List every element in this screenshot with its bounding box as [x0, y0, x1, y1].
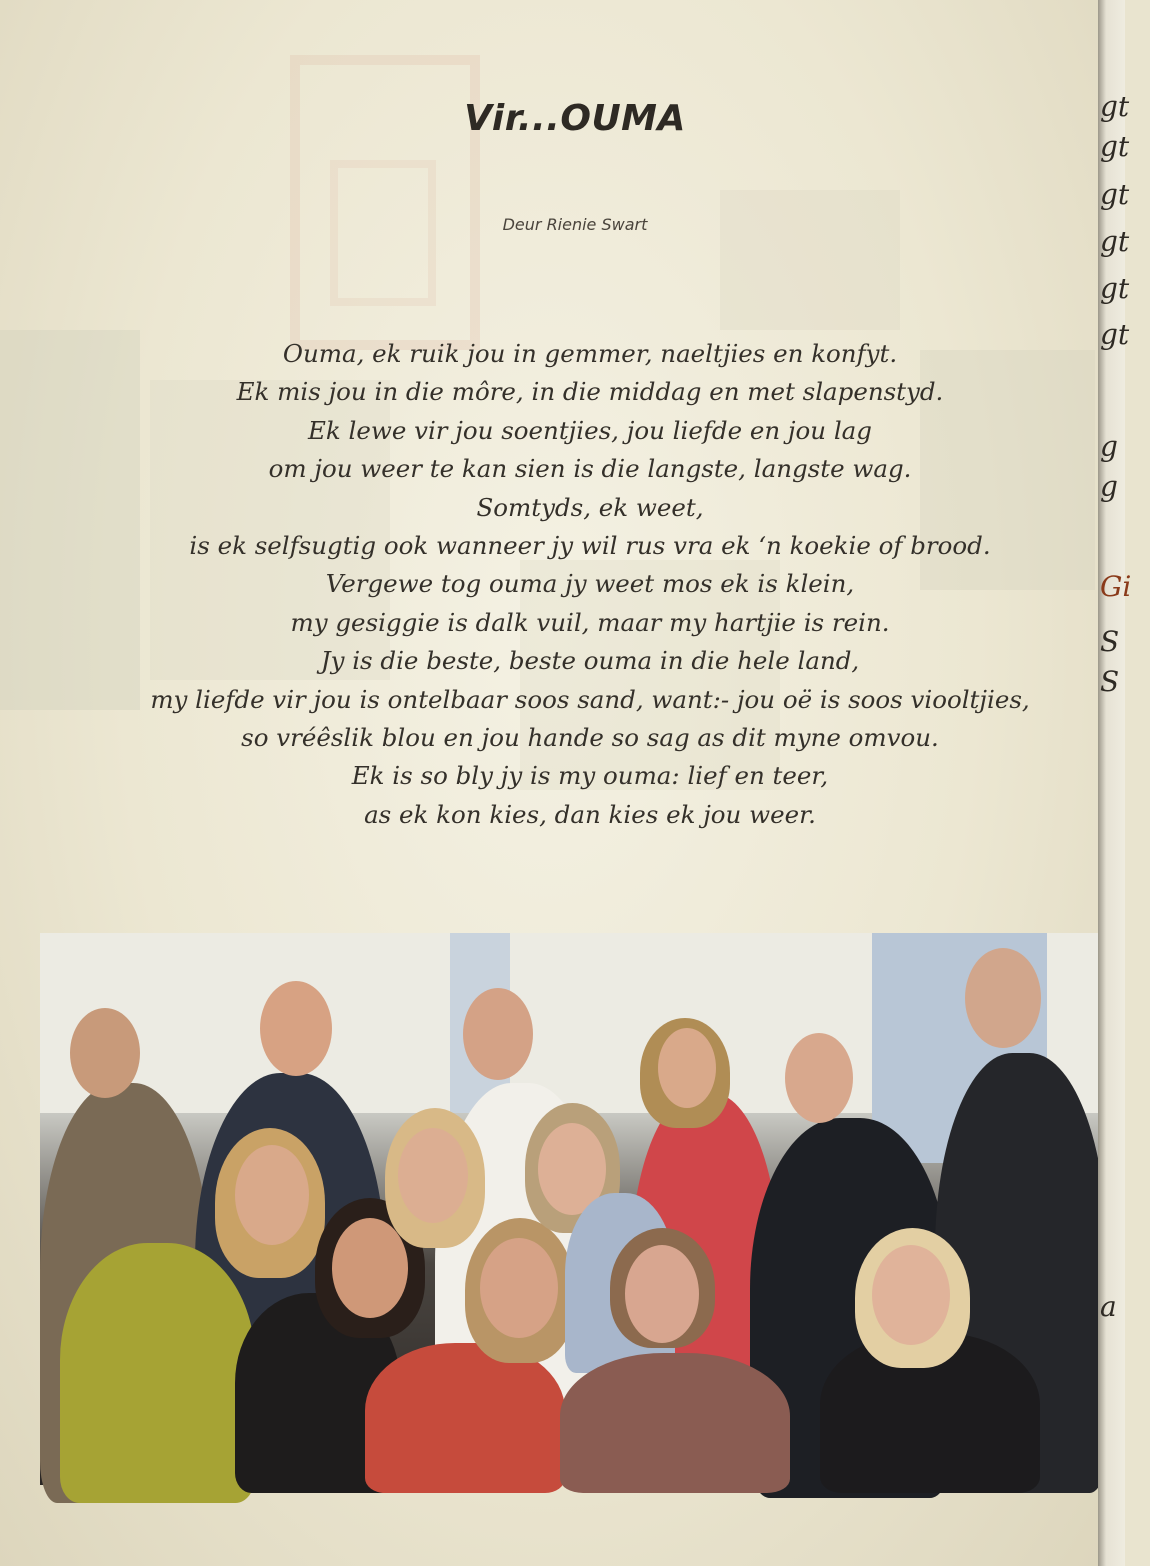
poem-line: so vréêslik blou en jou hande so sag as dit myne omvou. — [241, 723, 939, 753]
edge-glyph: gt — [1100, 130, 1130, 163]
poem-line: Ek mis jou in die môre, in die middag en met slapenstyd. — [236, 377, 944, 407]
edge-glyph: gt — [1100, 178, 1130, 211]
person-face — [480, 1238, 558, 1338]
poem-line: my gesiggie is dalk vuil, maar my hartjie is rein. — [290, 607, 890, 637]
poem-body — [30, 335, 1150, 834]
poem-line: Vergewe tog ouma jy weet mos ek is klein, — [325, 569, 855, 599]
person-face — [70, 1008, 140, 1098]
person-face — [260, 981, 332, 1076]
poem-line: Jy is die beste, beste ouma in die hele land, — [320, 646, 860, 676]
edge-glyph: S — [1100, 625, 1120, 658]
poem-line: is ek selfsugtig ook wanneer jy wil rus vra ek ‘n koekie of brood. — [189, 531, 991, 561]
poem-title: Vir...OUMA — [464, 98, 686, 139]
edge-glyph: g — [1100, 430, 1118, 463]
poem-line: Ek lewe vir jou soentjies, jou liefde en jou lag — [308, 415, 872, 445]
person-face — [332, 1218, 408, 1318]
person — [560, 1353, 790, 1493]
edge-glyph: gt — [1100, 318, 1130, 351]
person-face — [235, 1145, 309, 1245]
person-face — [463, 988, 533, 1080]
edge-glyph: gt — [1100, 272, 1130, 305]
poem-line: om jou weer te kan sien is die langste, langste wag. — [268, 454, 912, 484]
edge-glyph: gt — [1100, 225, 1130, 258]
person-face — [658, 1028, 716, 1108]
edge-glyph: a — [1100, 1290, 1117, 1323]
poem-line: Somtyds, ek weet, — [476, 492, 704, 522]
poem-line: as ek kon kies, dan kies ek jou weer. — [364, 799, 816, 829]
family-group-photo — [40, 933, 1107, 1485]
poem-line: my liefde vir jou is ontelbaar soos sand, want:- jou oë is soos viooltjies, — [150, 684, 1030, 714]
edge-glyph: S — [1100, 665, 1120, 698]
poem-line: Ouma, ek ruik jou in gemmer, naeltjies en konfyt. — [282, 339, 898, 368]
person-face — [965, 948, 1041, 1048]
person — [365, 1343, 565, 1493]
edge-glyph: gt — [1100, 90, 1130, 123]
person-face — [398, 1128, 468, 1223]
poem-author: Deur Rienie Swart — [502, 215, 648, 234]
person-face — [785, 1033, 853, 1123]
poem-line: Ek is so bly jy is my ouma: lief en teer, — [351, 761, 829, 791]
edge-glyph: g — [1100, 470, 1118, 503]
person — [60, 1243, 255, 1503]
person-face — [625, 1245, 699, 1343]
edge-glyph: Gi — [1100, 570, 1132, 603]
background-collage — [720, 190, 900, 330]
person-face — [872, 1245, 950, 1345]
next-page-edge — [1098, 0, 1132, 1566]
